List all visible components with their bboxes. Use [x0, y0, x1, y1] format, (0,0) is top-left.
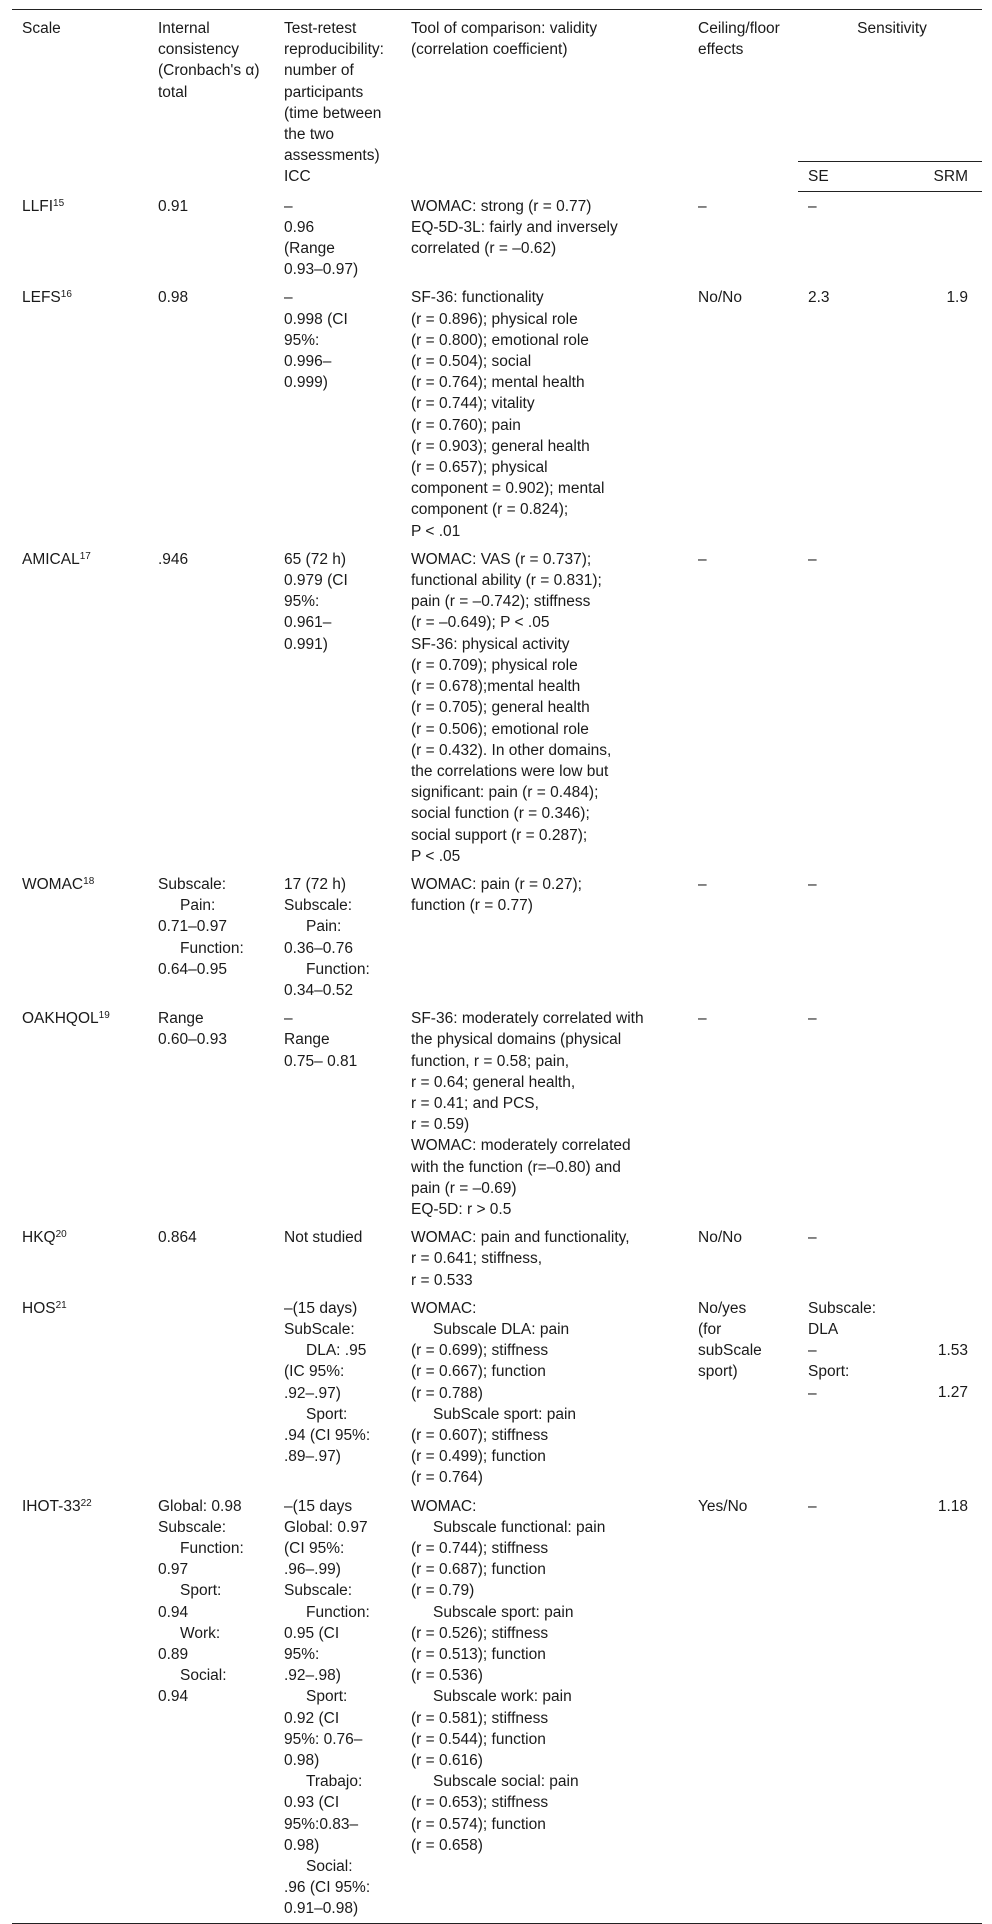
cell-sensitivity-se — [798, 545, 898, 870]
scales-table — [12, 9, 982, 1924]
cell-line: – — [284, 197, 293, 215]
cell-internal-consistency — [148, 870, 274, 1004]
cell-line: Yes/No — [698, 1497, 748, 1515]
cell-line: Subscale: — [284, 897, 353, 915]
cell-line: r = 0.41; and PCS, — [411, 1094, 539, 1112]
cell-line: – — [284, 1010, 293, 1028]
cell-line: with the function (r=–0.80) and — [411, 1158, 621, 1176]
cell-line: Trabajo: — [306, 1773, 363, 1791]
cell-line: (r = 0.536) — [411, 1667, 483, 1685]
cell-line: Subscale: — [808, 1299, 877, 1317]
cell-line: Work: — [180, 1624, 221, 1642]
cell-line: – — [808, 550, 817, 568]
cell-line: 0.91 — [158, 197, 189, 215]
cell-line: (r = 0.574); function — [411, 1815, 546, 1833]
header-internal-consistency: Internal consistency (Cronbach's α) total — [148, 10, 274, 192]
table-row-womac — [12, 870, 982, 1004]
cell-line: r = 0.64; general health, — [411, 1073, 576, 1091]
reference-number: 18 — [83, 875, 95, 887]
cell-ceiling-floor — [688, 192, 798, 284]
cell-internal-consistency — [148, 1223, 274, 1294]
cell-test-retest — [274, 1492, 401, 1924]
cell-line: social function (r = 0.346); — [411, 805, 590, 823]
cell-line: – — [808, 1342, 817, 1360]
cell-line: – — [808, 198, 817, 216]
cell-line: pain (r = –0.742); stiffness — [411, 593, 591, 611]
cell-line: – — [808, 1229, 817, 1247]
cell-line: – — [698, 550, 707, 568]
cell-line: r = 0.59) — [411, 1116, 470, 1134]
cell-line: .94 (CI 95%: — [284, 1427, 371, 1444]
cell-line: (r = 0.506); emotional role — [411, 720, 589, 738]
cell-ceiling-floor — [688, 283, 798, 544]
cell-line: Sport: — [306, 1688, 348, 1706]
cell-line: Subscale functional: pain — [433, 1518, 606, 1536]
reference-number: 16 — [60, 289, 72, 301]
reference-number: 21 — [55, 1299, 67, 1311]
cell-line: – — [808, 1497, 817, 1515]
header-se: SE — [798, 161, 898, 191]
table-row-hkq — [12, 1223, 982, 1294]
reference-number: 17 — [79, 550, 91, 562]
cell-line: (r = 0.526); stiffness — [411, 1624, 549, 1642]
cell-line: 0.991) — [284, 635, 328, 653]
cell-line: Subscale sport: pain — [433, 1603, 574, 1621]
cell-line: – — [808, 1384, 817, 1402]
cell-line: Sport: — [808, 1363, 850, 1381]
cell-line: Subscale: — [158, 875, 227, 893]
cell-line: (IC 95%: — [284, 1363, 345, 1381]
cell-line: 1.18 — [937, 1497, 968, 1515]
cell-ceiling-floor — [688, 870, 798, 1004]
scale-name: LLFI — [22, 197, 54, 215]
cell-line: 0.94 — [158, 1688, 189, 1706]
cell-line: – — [808, 875, 817, 893]
cell-line: Function: — [306, 960, 370, 978]
cell-internal-consistency — [148, 1004, 274, 1223]
cell-line: Global: 0.98 — [158, 1497, 242, 1515]
cell-line: Function: — [306, 1603, 370, 1621]
cell-line: 0.93 (CI — [284, 1794, 340, 1812]
cell-line: 0.92 (CI — [284, 1709, 340, 1727]
cell-line: (r = 0.432). In other domains, — [411, 741, 612, 759]
cell-line: (r = 0.687); function — [411, 1561, 546, 1579]
cell-line: function (r = 0.77) — [411, 897, 533, 915]
cell-line: 0.75– 0.81 — [284, 1052, 358, 1070]
cell-ceiling-floor — [688, 1223, 798, 1294]
cell-sensitivity-srm — [898, 545, 982, 870]
scale-name: OAKHQOL — [22, 1010, 99, 1028]
cell-validity — [401, 1492, 688, 1924]
cell-line: (r = 0.616) — [411, 1752, 483, 1770]
cell-line: (r = 0.513); function — [411, 1646, 546, 1664]
cell-line: (r = 0.504); social — [411, 353, 532, 371]
cell-line: (r = 0.788) — [411, 1384, 483, 1402]
cell-line: Sport: — [306, 1405, 348, 1423]
cell-line: .96–.99) — [284, 1561, 341, 1579]
cell-line: – — [808, 1010, 817, 1028]
table-row-hos — [12, 1294, 982, 1492]
cell-line: 0.999) — [284, 374, 328, 392]
cell-line: Range — [284, 1031, 330, 1049]
cell-line: 0.34–0.52 — [284, 981, 353, 999]
cell-line: Sport: — [180, 1582, 222, 1600]
scale-name: HOS — [22, 1299, 56, 1317]
table-body — [12, 192, 982, 1924]
cell-test-retest — [274, 545, 401, 870]
cell-line: 2.3 — [808, 289, 830, 307]
cell-line: Global: 0.97 — [284, 1518, 368, 1536]
cell-sensitivity-se — [798, 192, 898, 284]
cell-line: significant: pain (r = 0.484); — [411, 784, 599, 802]
cell-line: Subscale social: pain — [433, 1773, 579, 1791]
cell-line: r = 0.533 — [411, 1271, 473, 1289]
cell-line: 0.71–0.97 — [158, 918, 227, 936]
cell-line: social support (r = 0.287); — [411, 826, 588, 844]
cell-line — [908, 1361, 968, 1382]
cell-internal-consistency — [148, 192, 274, 284]
cell-line: Subscale work: pain — [433, 1688, 572, 1706]
cell-line: (r = 0.581); stiffness — [411, 1709, 549, 1727]
cell-line: (r = 0.499); function — [411, 1448, 546, 1466]
cell-line: WOMAC: VAS (r = 0.737); — [411, 550, 592, 568]
cell-line: –(15 days) — [284, 1299, 358, 1317]
cell-line: 95%: — [284, 1646, 320, 1664]
header-test-retest: Test-retest reproducibility: number of participants (time between the two assessments) ICC — [274, 10, 401, 192]
cell-line: (r = 0.657); physical — [411, 459, 548, 477]
cell-line: SF-36: functionality — [411, 289, 544, 307]
cell-line: 0.89 — [158, 1646, 189, 1664]
cell-validity — [401, 1223, 688, 1294]
cell-sensitivity-se — [798, 870, 898, 1004]
cell-line: Pain: — [180, 897, 216, 915]
cell-line: 95%:0.83– — [284, 1815, 359, 1833]
cell-line: 0.96 — [284, 218, 315, 236]
cell-line: 0.95 (CI — [284, 1624, 340, 1642]
scale-name: AMICAL — [22, 550, 80, 568]
cell-line: 0.98) — [284, 1752, 320, 1770]
cell-line: SubScale: — [284, 1320, 355, 1338]
cell-sensitivity-srm — [898, 1492, 982, 1924]
cell-line: (r = 0.764) — [411, 1469, 483, 1487]
header-scale: Scale — [12, 10, 148, 192]
cell-line: WOMAC: moderately correlated — [411, 1137, 631, 1155]
cell-line: – — [284, 289, 293, 307]
cell-line: 0.998 (CI — [284, 310, 348, 328]
cell-line: – — [698, 197, 707, 215]
cell-line: 95%: — [284, 593, 320, 611]
cell-scale — [12, 192, 148, 284]
cell-line: 0.98 — [158, 289, 189, 307]
cell-line: (Range — [284, 240, 335, 258]
cell-line: (r = 0.658) — [411, 1836, 483, 1854]
cell-sensitivity-srm — [898, 1294, 982, 1492]
cell-line: 65 (72 h) — [284, 550, 347, 568]
cell-line: (r = 0.79) — [411, 1582, 475, 1600]
cell-line: 1.27 — [937, 1383, 968, 1401]
cell-line: function, r = 0.58; pain, — [411, 1052, 570, 1070]
cell-sensitivity-srm — [898, 192, 982, 284]
cell-line: 95%: 0.76– — [284, 1730, 363, 1748]
cell-validity — [401, 870, 688, 1004]
cell-line: Subscale: — [284, 1582, 353, 1600]
reference-number: 15 — [53, 197, 65, 209]
cell-line: (r = 0.903); general health — [411, 437, 590, 455]
cell-line: (r = 0.705); general health — [411, 699, 590, 717]
cell-line: Subscale: — [158, 1518, 227, 1536]
cell-sensitivity-se — [798, 1004, 898, 1223]
cell-scale — [12, 1004, 148, 1223]
cell-internal-consistency — [148, 1492, 274, 1924]
cell-line: WOMAC: — [411, 1299, 477, 1317]
cell-line: WOMAC: pain (r = 0.27); — [411, 875, 582, 893]
cell-line: No/No — [698, 1229, 742, 1247]
cell-line: WOMAC: pain and functionality, — [411, 1229, 630, 1247]
cell-line: 0.36–0.76 — [284, 939, 353, 957]
cell-line: SF-36: moderately correlated with — [411, 1010, 644, 1028]
cell-line: 0.91–0.98) — [284, 1900, 359, 1918]
cell-scale — [12, 1223, 148, 1294]
cell-ceiling-floor — [688, 1294, 798, 1492]
cell-line: –(15 days — [284, 1497, 353, 1515]
cell-scale — [12, 545, 148, 870]
cell-line: WOMAC: strong (r = 0.77) — [411, 197, 592, 215]
cell-sensitivity-srm — [898, 1223, 982, 1294]
cell-line: (r = 0.699); stiffness — [411, 1342, 549, 1360]
cell-line: 95%: — [284, 331, 320, 349]
cell-line: .89–.97) — [284, 1448, 341, 1466]
cell-line: (r = 0.760); pain — [411, 416, 521, 434]
cell-line — [908, 1298, 968, 1319]
cell-line: (r = 0.653); stiffness — [411, 1794, 549, 1812]
cell-line: 0.60–0.93 — [158, 1031, 227, 1049]
cell-line: 0.979 (CI — [284, 572, 348, 590]
cell-line: r = 0.641; stiffness, — [411, 1250, 543, 1268]
cell-internal-consistency — [148, 283, 274, 544]
cell-test-retest — [274, 283, 401, 544]
table-row-ihot33 — [12, 1492, 982, 1924]
cell-line: (r = 0.744); vitality — [411, 395, 535, 413]
cell-line: Function: — [180, 1540, 244, 1558]
cell-validity — [401, 1294, 688, 1492]
cell-line: Social: — [180, 1667, 227, 1685]
cell-line: EQ-5D: r > 0.5 — [411, 1200, 512, 1218]
cell-ceiling-floor — [688, 545, 798, 870]
header-sensitivity: Sensitivity — [798, 10, 982, 162]
cell-line: Not studied — [284, 1229, 363, 1247]
cell-ceiling-floor — [688, 1492, 798, 1924]
cell-test-retest — [274, 1223, 401, 1294]
cell-sensitivity-srm — [898, 1004, 982, 1223]
cell-test-retest — [274, 1294, 401, 1492]
reference-number: 20 — [55, 1229, 67, 1241]
cell-line: correlated (r = –0.62) — [411, 240, 557, 258]
cell-line: functional ability (r = 0.831); — [411, 572, 602, 590]
cell-line: 0.961– — [284, 614, 332, 632]
cell-line: 1.53 — [937, 1341, 968, 1359]
cell-line: 1.9 — [946, 289, 968, 307]
cell-internal-consistency — [148, 1294, 274, 1492]
cell-line: Function: — [180, 939, 244, 957]
cell-line: (r = 0.764); mental health — [411, 374, 585, 392]
cell-line: component = 0.902); mental — [411, 480, 605, 498]
cell-line: subScale — [698, 1342, 762, 1360]
header-srm: SRM — [898, 161, 982, 191]
cell-line: DLA: .95 — [306, 1342, 367, 1360]
cell-line: pain (r = –0.69) — [411, 1179, 517, 1197]
scale-name: IHOT-33 — [22, 1497, 81, 1515]
cell-line: (CI 95%: — [284, 1540, 345, 1558]
cell-test-retest — [274, 1004, 401, 1223]
cell-line: .96 (CI 95%: — [284, 1879, 371, 1897]
cell-line: Social: — [306, 1858, 353, 1876]
cell-line: SubScale sport: pain — [433, 1405, 577, 1423]
cell-line: the correlations were low but — [411, 762, 609, 780]
cell-line: (for — [698, 1320, 722, 1338]
cell-line: component (r = 0.824); — [411, 501, 569, 519]
cell-sensitivity-se — [798, 1223, 898, 1294]
cell-line: 0.97 — [158, 1561, 189, 1579]
cell-line: (r = 0.709); physical role — [411, 656, 578, 674]
cell-sensitivity-srm — [898, 870, 982, 1004]
cell-line: No/No — [698, 289, 742, 307]
cell-line: EQ-5D-3L: fairly and inversely — [411, 218, 618, 236]
cell-validity — [401, 545, 688, 870]
table-header — [12, 10, 982, 192]
cell-scale — [12, 1294, 148, 1492]
cell-sensitivity-srm — [898, 283, 982, 544]
cell-scale — [12, 1492, 148, 1924]
cell-line: DLA — [808, 1320, 839, 1338]
cell-line: 0.93–0.97) — [284, 261, 359, 279]
cell-line: Subscale DLA: pain — [433, 1320, 570, 1338]
table-row-oakhqol — [12, 1004, 982, 1223]
cell-test-retest — [274, 870, 401, 1004]
cell-validity — [401, 1004, 688, 1223]
cell-line: sport) — [698, 1363, 738, 1381]
cell-line — [908, 1319, 968, 1340]
reference-number: 19 — [98, 1010, 110, 1022]
cell-line: 17 (72 h) — [284, 875, 347, 893]
scale-name: LEFS — [22, 289, 61, 307]
cell-line: (r = 0.678);mental health — [411, 678, 581, 696]
cell-scale — [12, 283, 148, 544]
cell-line: .92–.98) — [284, 1667, 341, 1685]
table-row-amical — [12, 545, 982, 870]
cell-line: – — [698, 875, 707, 893]
header-validity: Tool of comparison: validity (correlation coefficient) — [401, 10, 688, 192]
cell-validity — [401, 192, 688, 284]
cell-line: – — [698, 1010, 707, 1028]
scale-name: HKQ — [22, 1229, 56, 1247]
cell-line: Pain: — [306, 918, 342, 936]
cell-line: (r = 0.800); emotional role — [411, 331, 589, 349]
cell-line: 0.864 — [158, 1229, 197, 1247]
cell-line: 0.64–0.95 — [158, 960, 227, 978]
cell-line: P < .01 — [411, 522, 461, 540]
cell-line: (r = 0.667); function — [411, 1363, 546, 1381]
cell-line: 0.94 — [158, 1603, 189, 1621]
cell-ceiling-floor — [688, 1004, 798, 1223]
cell-line: SF-36: physical activity — [411, 635, 570, 653]
table-row-lefs — [12, 283, 982, 544]
cell-scale — [12, 870, 148, 1004]
cell-validity — [401, 283, 688, 544]
cell-sensitivity-se — [798, 1294, 898, 1492]
reference-number: 22 — [80, 1497, 92, 1509]
scale-name: WOMAC — [22, 875, 84, 893]
cell-sensitivity-se — [798, 1492, 898, 1924]
cell-line: P < .05 — [411, 847, 461, 865]
cell-test-retest — [274, 192, 401, 284]
cell-line: (r = 0.744); stiffness — [411, 1540, 549, 1558]
cell-line: (r = 0.607); stiffness — [411, 1427, 549, 1444]
cell-line: 0.98) — [284, 1836, 320, 1854]
cell-line: 0.996– — [284, 353, 332, 371]
cell-line: (r = 0.896); physical role — [411, 310, 578, 328]
cell-line: .946 — [158, 550, 189, 568]
cell-line: the physical domains (physical — [411, 1031, 622, 1049]
cell-line: (r = –0.649); P < .05 — [411, 614, 550, 632]
cell-line: .92–.97) — [284, 1384, 341, 1402]
cell-sensitivity-se — [798, 283, 898, 544]
table-row-llfi — [12, 192, 982, 284]
cell-line: WOMAC: — [411, 1497, 477, 1515]
header-ceiling-floor: Ceiling/floor effects — [688, 10, 798, 192]
cell-line: Range — [158, 1010, 204, 1028]
cell-line: No/yes — [698, 1299, 747, 1317]
cell-line: (r = 0.544); function — [411, 1730, 546, 1748]
cell-internal-consistency — [148, 545, 274, 870]
